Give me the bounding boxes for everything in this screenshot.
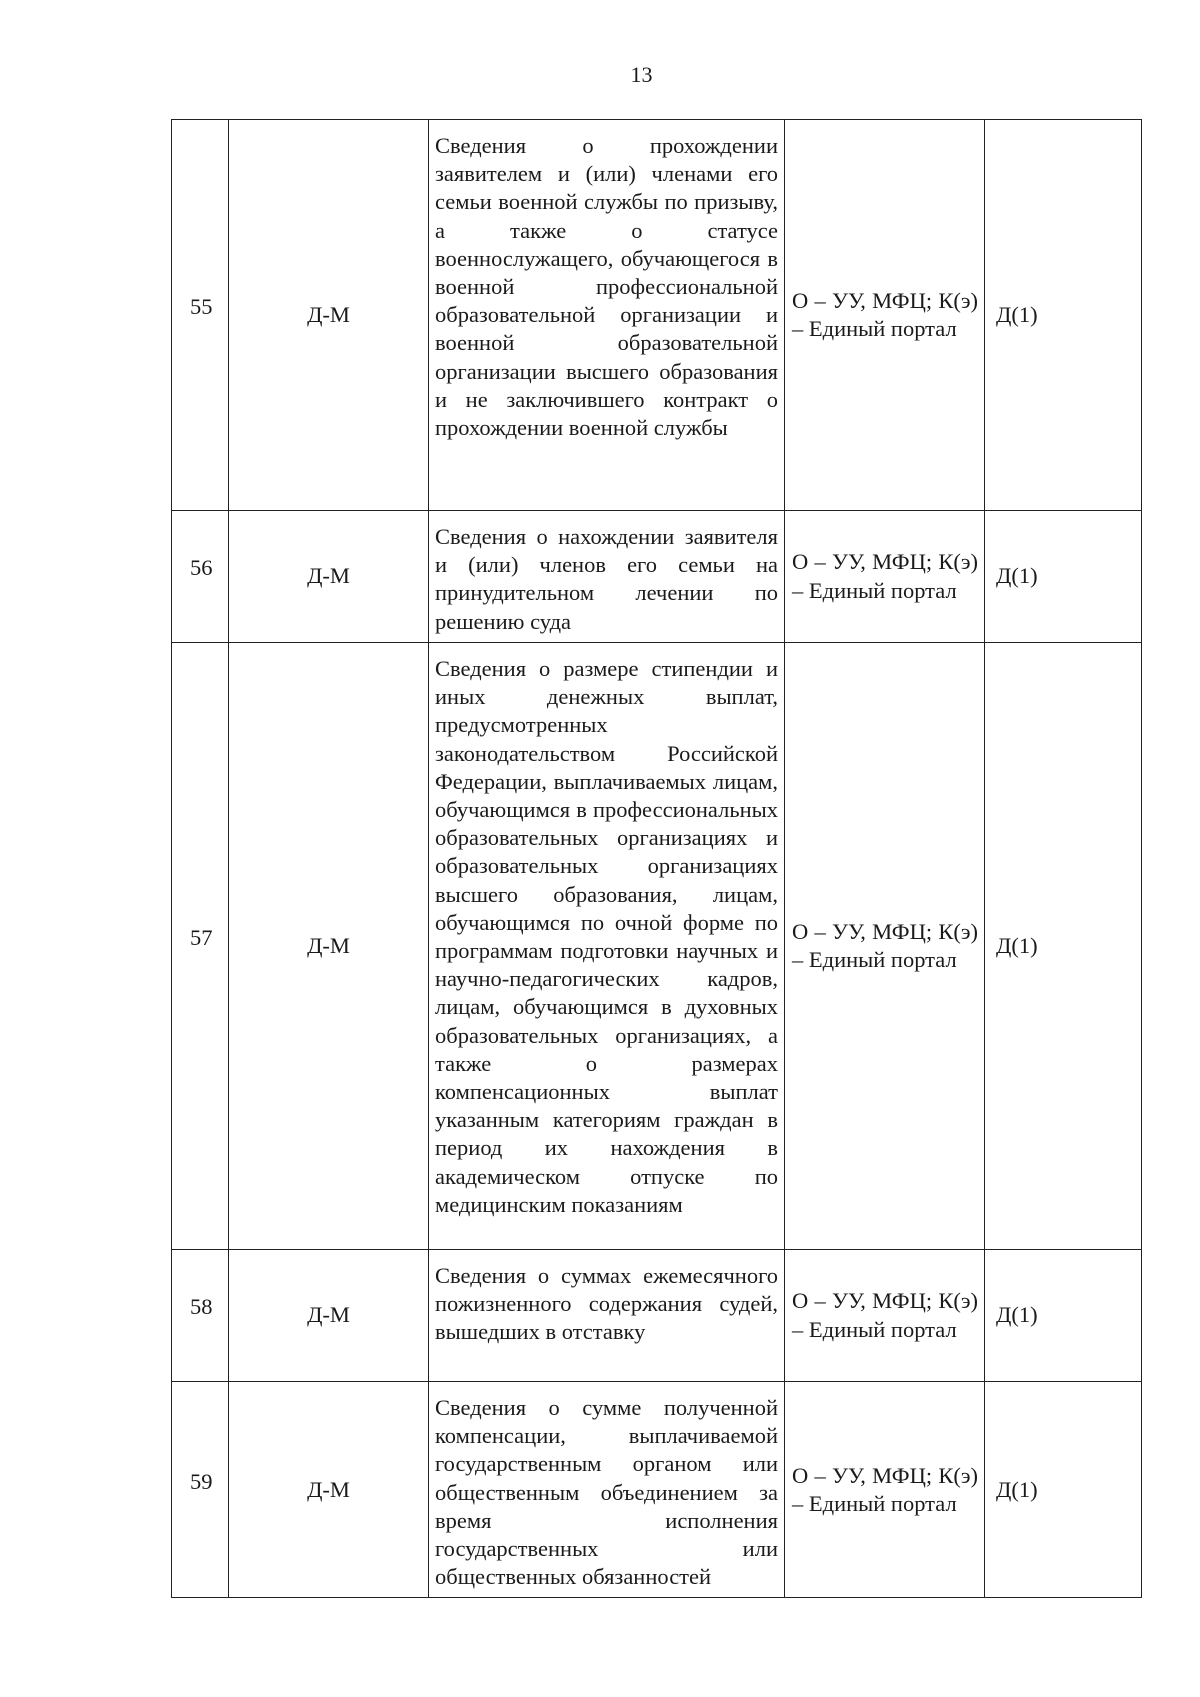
code-cell: Д-М [229,120,429,511]
row-number-cell: 57 [172,643,229,1250]
description-cell: Сведения о суммах ежемесячного пожизненного содержания судей, вышедших в отставку [429,1250,785,1382]
code-cell: Д-М [229,1250,429,1382]
requirement-cell: Д(1) [985,643,1142,1250]
page-number: 13 [630,62,653,87]
submission-form-cell: О – УУ, МФЦ; К(э) – Единый портал [785,1250,985,1382]
row-number-cell: 55 [172,120,229,511]
code-cell: Д-М [229,643,429,1250]
table-row [172,1382,1142,1598]
requirement-cell: Д(1) [985,1382,1142,1598]
description-cell: Сведения о размере стипендии и иных денежных выплат, предусмотренных законодательством Российской Федерации, выплачиваемых лицам, обучающимся в профессиональных образовательных организациях и образовательных организациях высшего образования, лицам, обучающимся по очной форме по программам подготовки научных и научно-педагогических кадров, лицам, обучающимся в духовных образовательных организациях, а также о размерах компенсационных выплат указанным категориям граждан в период их нахождения в академическом отпуске по медицинским показаниям [429,643,785,1250]
table-row [172,643,1142,1250]
requirement-cell: Д(1) [985,1250,1142,1382]
row-number-cell: 59 [172,1382,229,1598]
row-number-cell: 58 [172,1250,229,1382]
requirement-cell: Д(1) [985,120,1142,511]
code-cell: Д-М [229,511,429,643]
submission-form-cell: О – УУ, МФЦ; К(э) – Единый портал [785,643,985,1250]
table-row [172,1250,1142,1382]
documents-table [171,119,1142,1598]
description-cell: Сведения о прохождении заявителем и (или) членами его семьи военной службы по призыву, а также о статусе военнослужащего, обучающегося в военной профессиональной образовательной организации и военной образовательной организации высшего образования и не заключившего контракт о прохождении военной службы [429,120,785,511]
submission-form-cell: О – УУ, МФЦ; К(э) – Единый портал [785,1382,985,1598]
requirement-cell: Д(1) [985,511,1142,643]
submission-form-cell: О – УУ, МФЦ; К(э) – Единый портал [785,511,985,643]
description-cell: Сведения о сумме полученной компенсации, выплачиваемой государственным органом или общественным объединением за время исполнения государственных или общественных обязанностей [429,1382,785,1598]
code-cell: Д-М [229,1382,429,1598]
table-row [172,120,1142,511]
description-cell: Сведения о нахождении заявителя и (или) членов его семьи на принудительном лечении по решению суда [429,511,785,643]
row-number-cell: 56 [172,511,229,643]
submission-form-cell: О – УУ, МФЦ; К(э) – Единый портал [785,120,985,511]
table-row [172,511,1142,643]
